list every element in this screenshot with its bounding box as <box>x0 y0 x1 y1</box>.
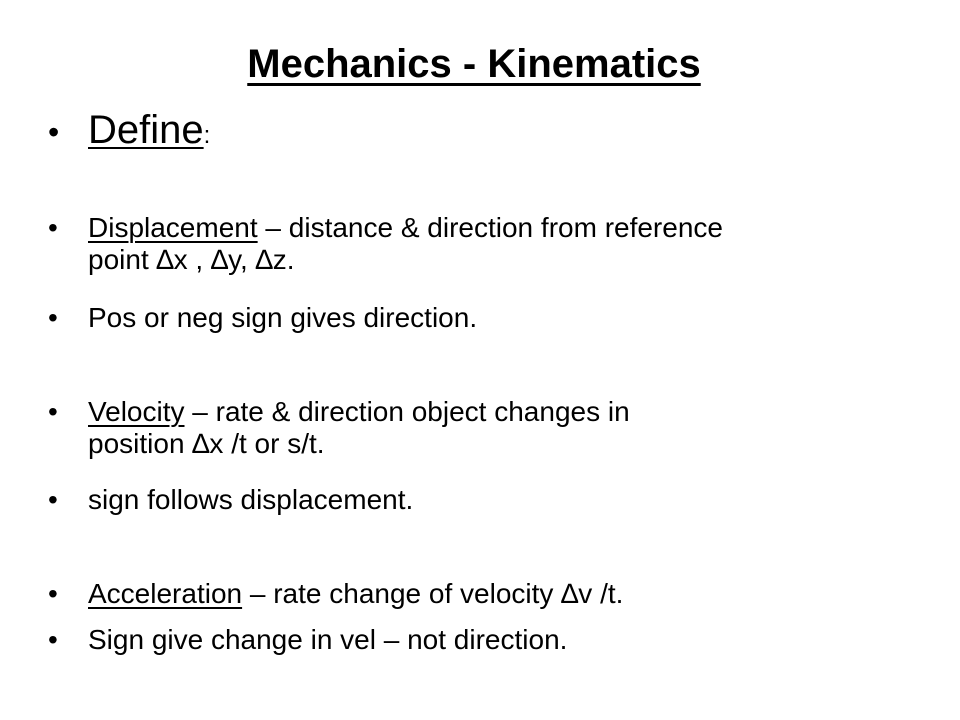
bullet-dot: • <box>48 484 58 515</box>
displacement-line2: point ∆x , ∆y, ∆z. <box>88 244 295 275</box>
slide-title: Mechanics - Kinematics <box>247 42 701 86</box>
bullet-dot: • <box>48 624 58 655</box>
displacement-term: Displacement <box>88 212 258 243</box>
define-label: Define <box>88 108 204 152</box>
acceleration-definition: – rate change of velocity ∆v /t. <box>242 578 624 609</box>
bullet-dot: • <box>48 578 58 609</box>
define-colon: : <box>203 122 211 149</box>
velocity-definition: – rate & direction object changes in <box>184 396 630 427</box>
velocity-term: Velocity <box>88 396 185 427</box>
bullet-text <box>88 108 918 158</box>
displacement-definition: – distance & direction from reference <box>257 212 723 243</box>
bullet-dot: • <box>48 302 58 333</box>
bullet-text <box>88 578 918 610</box>
acceleration-term: Acceleration <box>88 578 243 609</box>
bullet-text: Pos or neg sign gives direction. <box>88 302 478 333</box>
bullet-dot: • <box>48 396 58 427</box>
velocity-line2: position ∆x /t or s/t. <box>88 428 325 459</box>
bullet-text: Sign give change in vel – not direction. <box>88 624 568 655</box>
bullet-dot: • <box>48 212 58 243</box>
bullet-text: sign follows displacement. <box>88 484 414 515</box>
bullet-text <box>88 396 918 460</box>
bullet-dot: • <box>48 114 60 150</box>
bullet-text <box>88 212 918 276</box>
